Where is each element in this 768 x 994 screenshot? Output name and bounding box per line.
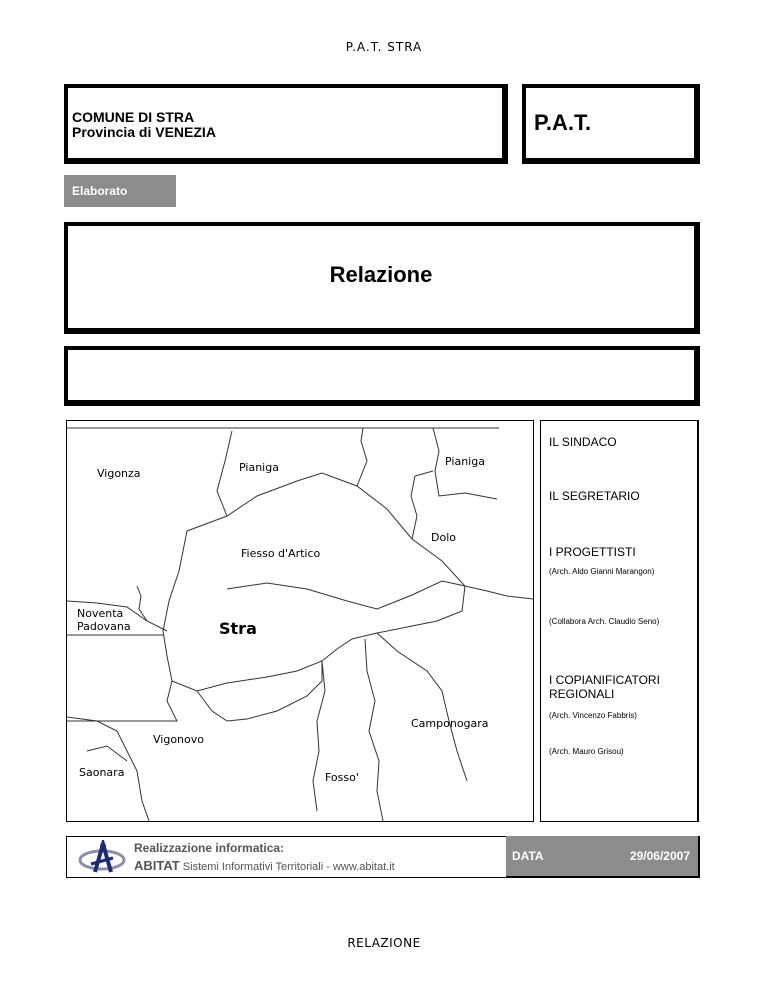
territory-map <box>66 420 534 822</box>
map-label-pianiga-east: Pianiga <box>445 455 485 468</box>
province-name: Provincia di VENEZIA <box>72 124 216 140</box>
map-label-padovana: Padovana <box>77 620 131 633</box>
map-label-saonara: Saonara <box>79 766 125 779</box>
sindaco-label: IL SINDACO <box>549 435 617 449</box>
title-box <box>64 222 700 334</box>
map-label-fiesso: Fiesso d'Artico <box>241 547 321 560</box>
copianificatori-line-2: REGIONALI <box>549 687 615 701</box>
signatures-panel <box>540 420 699 822</box>
copianificatore-2: (Arch. Mauro Grisou) <box>549 747 624 756</box>
credits-box <box>66 836 508 878</box>
credits-title: Realizzazione informatica: <box>134 841 285 855</box>
progettista-2: (Collabora Arch. Claudio Seno) <box>549 617 660 626</box>
map-label-dolo: Dolo <box>431 531 456 544</box>
map-label-fosso: Fosso' <box>325 771 359 784</box>
comune-name: COMUNE DI STRA <box>72 109 195 125</box>
page-footer: RELAZIONE <box>347 936 421 950</box>
map-labels <box>77 455 489 784</box>
credits-brand: ABITAT <box>134 858 180 873</box>
progettisti-label: I PROGETTISTI <box>549 545 636 559</box>
progettista-1: (Arch. Aldo Gianni Marangon) <box>549 567 655 576</box>
plan-code: P.A.T. <box>534 110 592 135</box>
credits-line <box>134 858 395 873</box>
map-label-noventa: Noventa <box>77 607 124 620</box>
credits-description: Sistemi Informativi Territoriali - www.abitat.it <box>182 861 395 873</box>
segretario-label: IL SEGRETARIO <box>549 489 640 503</box>
map-label-stra: Stra <box>219 619 257 638</box>
map-label-pianiga-west: Pianiga <box>239 461 279 474</box>
page-header: P.A.T. STRA <box>345 40 423 54</box>
abitat-logo-icon <box>77 840 127 874</box>
map-label-camponogara: Camponogara <box>411 717 489 730</box>
elaborato-tag <box>64 175 176 207</box>
document-title: Relazione <box>329 262 433 287</box>
copianificatori-label <box>549 673 660 701</box>
map-svg <box>67 421 533 821</box>
plan-code-box <box>522 84 700 164</box>
elaborato-label: Elaborato <box>72 184 128 198</box>
date-label: DATA <box>512 849 544 863</box>
date-value: 29/06/2007 <box>629 849 690 863</box>
empty-box <box>64 346 700 406</box>
comune-box <box>64 84 508 164</box>
copianificatore-1: (Arch. Vincenzo Fabbris) <box>549 711 637 720</box>
map-boundaries <box>67 428 533 821</box>
map-label-vigonovo: Vigonovo <box>153 733 204 746</box>
copianificatori-line-1: I COPIANIFICATORI <box>549 673 660 687</box>
date-box <box>506 836 700 878</box>
map-label-vigonza: Vigonza <box>97 467 141 480</box>
